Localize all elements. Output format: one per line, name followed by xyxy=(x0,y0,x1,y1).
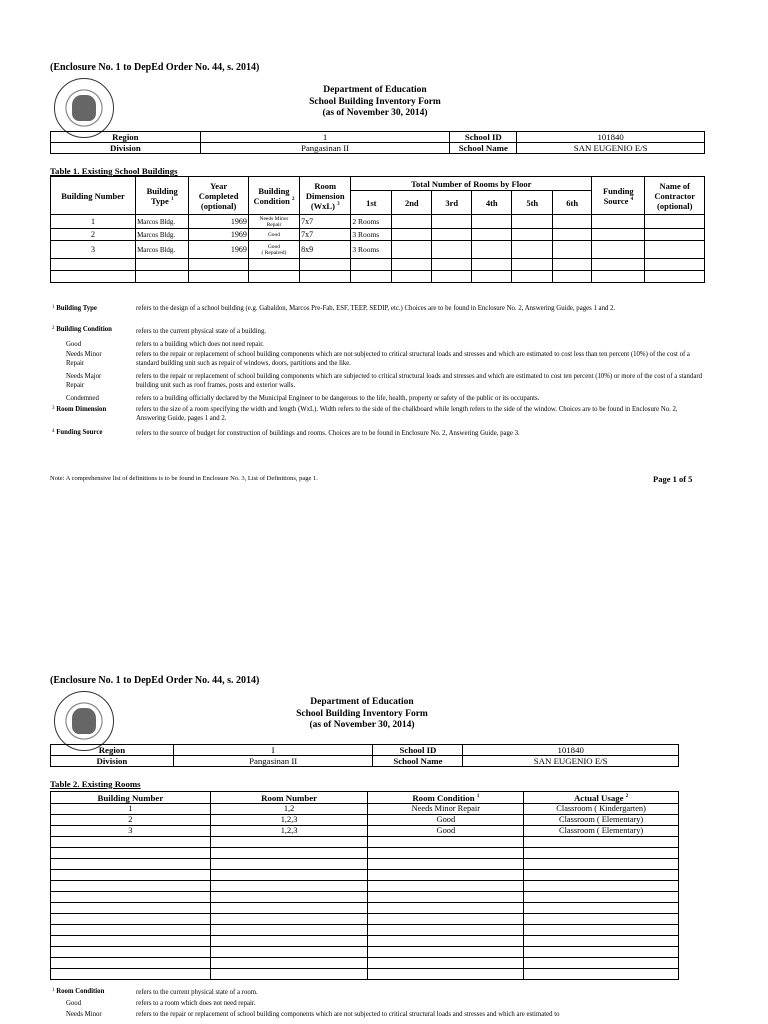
school-name-label: School Name xyxy=(373,756,463,767)
header-as-of-date: (as of November 30, 2014) xyxy=(322,108,428,118)
def-room-condition-term: $^1$ Room Condition xyxy=(52,988,105,995)
table-1-caption: Table 1. Existing School Buildings xyxy=(50,166,178,176)
region-label: Region xyxy=(51,132,201,143)
header-department: Department of Education xyxy=(323,85,427,95)
def-needs-minor-term: Needs Minor xyxy=(66,1011,102,1018)
def-building-type-term: $^1$ Building Type xyxy=(52,305,97,312)
division-label: Division xyxy=(51,756,174,767)
def-needs-minor-term: Needs Minor Repair xyxy=(66,351,102,367)
table-row xyxy=(51,892,679,903)
definitions-section xyxy=(0,304,768,454)
col-floor-5th: 5th xyxy=(512,191,553,215)
header-department: Department of Education xyxy=(310,697,414,707)
table-row xyxy=(51,870,679,881)
table-row xyxy=(51,969,679,980)
table-row xyxy=(51,914,679,925)
col-funding-source: Funding Source $^4$ xyxy=(592,177,645,215)
table-row xyxy=(51,259,705,271)
table-2-caption: Table 2. Existing Rooms xyxy=(50,779,141,789)
page-number: Page 1 of 5 xyxy=(653,474,693,484)
def-condemned-desc: refers to a building officially declared by the Municipal Engineer to be dangerous to the life, health, property or safety of the public or its occupants. xyxy=(136,395,540,402)
form-page-2 xyxy=(0,612,768,1024)
col-building-type: Building Type $^1$ xyxy=(136,177,189,215)
deped-seal-icon xyxy=(54,691,114,751)
def-funding-source-desc: refers to the source of budget for construction of buildings and rooms. Choices are to be found in Enclosure No. 2, Answering Guide, page 3. xyxy=(136,430,520,437)
school-id-value: 101840 xyxy=(517,132,705,143)
def-condemned-term: Condemned xyxy=(66,395,99,402)
def-good-desc: refers to a building which does not need repair. xyxy=(136,341,264,348)
table-row xyxy=(51,947,679,958)
footnote: Note: A comprehensive list of definitions is to be found in Enclosure No. 3, List of Definitions, page 1. xyxy=(50,475,318,482)
col-floor-3rd: 3rd xyxy=(432,191,472,215)
header-as-of-date: (as of November 30, 2014) xyxy=(309,720,415,730)
school-name-value: SAN EUGENIO E/S xyxy=(517,143,705,154)
def-good-term: Good xyxy=(66,341,82,348)
table-row xyxy=(51,271,705,283)
col-actual-usage: Actual Usage $^2$ xyxy=(524,792,679,804)
school-name-label: School Name xyxy=(450,143,517,154)
col-floor-2nd: 2nd xyxy=(392,191,432,215)
def-room-condition-desc: refers to the current physical state of a room. xyxy=(136,989,258,996)
table-row xyxy=(51,859,679,870)
form-header xyxy=(237,697,487,732)
region-label: Region xyxy=(51,745,174,756)
table-row xyxy=(51,925,679,936)
def-needs-major-desc: refers to the repair or replacement of school building components which are subjected to critical structural loads and stresses and which are estimated to cost ten percent (10%) or more of the cost of a standard building unit such as roof frames, posts and exterior walls. xyxy=(136,373,703,389)
table-row: 1 Marcos Bldg. 1969 Needs Minor Repair 7x7 2 Rooms xyxy=(51,215,705,229)
school-info-table xyxy=(50,131,705,154)
def-good-term: Good xyxy=(66,1000,82,1007)
def-building-condition-term: $^2$ Building Condition xyxy=(52,326,112,333)
table-row xyxy=(51,936,679,947)
table-row: 2 1,2,3 Good Classroom ( Elementary) xyxy=(51,815,679,826)
table-row xyxy=(51,903,679,914)
school-id-label: School ID xyxy=(373,745,463,756)
col-building-number: Building Number xyxy=(51,792,211,804)
existing-buildings-table xyxy=(50,176,705,283)
def-building-type-desc: refers to the design of a school building (e.g. Gabaldon, Marcos Pre-Fab, ESF, TEEP, SEDIP, etc.) Choices are to be found in Enclosure No. 2, Answering Guide, pages 1 and 2. xyxy=(136,305,616,312)
def-good-desc: refers to a room which does not need repair. xyxy=(136,1000,256,1007)
def-needs-major-term: Needs Major Repair xyxy=(66,373,102,389)
division-label: Division xyxy=(51,143,201,154)
header-form-title: School Building Inventory Form xyxy=(309,96,441,107)
col-contractor: Name of Contractor (optional) xyxy=(645,177,705,215)
school-name-value: SAN EUGENIO E/S xyxy=(463,756,679,767)
col-building-number: Building Number xyxy=(51,177,136,215)
col-room-condition: Room Condition $^1$ xyxy=(368,792,524,804)
def-room-dimension-term: $^3$ Room Dimension xyxy=(52,406,107,413)
school-id-value: 101840 xyxy=(463,745,679,756)
header-form-title: School Building Inventory Form xyxy=(296,708,428,719)
table-row: 3 Marcos Bldg. 1969 Good ( Repaired) 8x9 3 Rooms xyxy=(51,241,705,259)
table-row xyxy=(51,958,679,969)
division-value: Pangasinan II xyxy=(200,143,450,154)
region-value: I xyxy=(173,745,373,756)
col-floor-6th: 6th xyxy=(553,191,592,215)
def-building-condition-desc: refers to the current physical state of a building. xyxy=(136,328,267,335)
enclosure-label: (Enclosure No. 1 to DepEd Order No. 44, s. 2014) xyxy=(50,62,260,73)
definitions-section xyxy=(0,987,768,1024)
table-row xyxy=(51,881,679,892)
school-info-table xyxy=(50,744,679,767)
existing-rooms-table xyxy=(50,791,679,980)
col-floor-1st: 1st xyxy=(351,191,392,215)
enclosure-label: (Enclosure No. 1 to DepEd Order No. 44, s. 2014) xyxy=(50,675,260,686)
table-row: 1 1,2 Needs Minor Repair Classroom ( Kindergarten) xyxy=(51,804,679,815)
deped-seal-icon xyxy=(54,78,114,138)
col-room-number: Room Number xyxy=(210,792,368,804)
form-header xyxy=(250,85,500,120)
def-funding-source-term: $^4$ Funding Source xyxy=(52,429,103,436)
division-value: Pangasinan II xyxy=(173,756,373,767)
def-room-dimension-desc: refers to the size of a room specifying the width and length (WxL). Width refers to the side of the chalkboard while length refers to the side of the window. Choices are to be found in Enclosure No. 2, Answering Guide, pages 1 and 2. xyxy=(136,406,678,422)
col-floor-4th: 4th xyxy=(472,191,512,215)
def-needs-minor-desc: refers to the repair or replacement of school building components which are not subjected to critical structural loads and stresses and which are estimated to xyxy=(136,1011,560,1018)
table-row: 2 Marcos Bldg. 1969 Good 7x7 3 Rooms xyxy=(51,229,705,241)
col-year-completed: Year Completed (optional) xyxy=(189,177,248,215)
col-room-dimension: Room Dimension (WxL) $^3$ xyxy=(300,177,351,215)
col-total-rooms: Total Number of Rooms by Floor xyxy=(351,177,592,191)
table-row: 3 1,2,3 Good Classroom ( Elementary) xyxy=(51,826,679,837)
school-id-label: School ID xyxy=(450,132,517,143)
region-value: 1 xyxy=(200,132,450,143)
col-building-condition: Building Condition $^2$ xyxy=(248,177,299,215)
table-row xyxy=(51,848,679,859)
table-row xyxy=(51,837,679,848)
def-needs-minor-desc: refers to the repair or replacement of school building components which are not subjected to critical structural loads and stresses and which are estimated to cost less than ten percent (10%) of the cost of a standard building unit such as repair of windows, doors, partitions and the like. xyxy=(136,351,690,367)
